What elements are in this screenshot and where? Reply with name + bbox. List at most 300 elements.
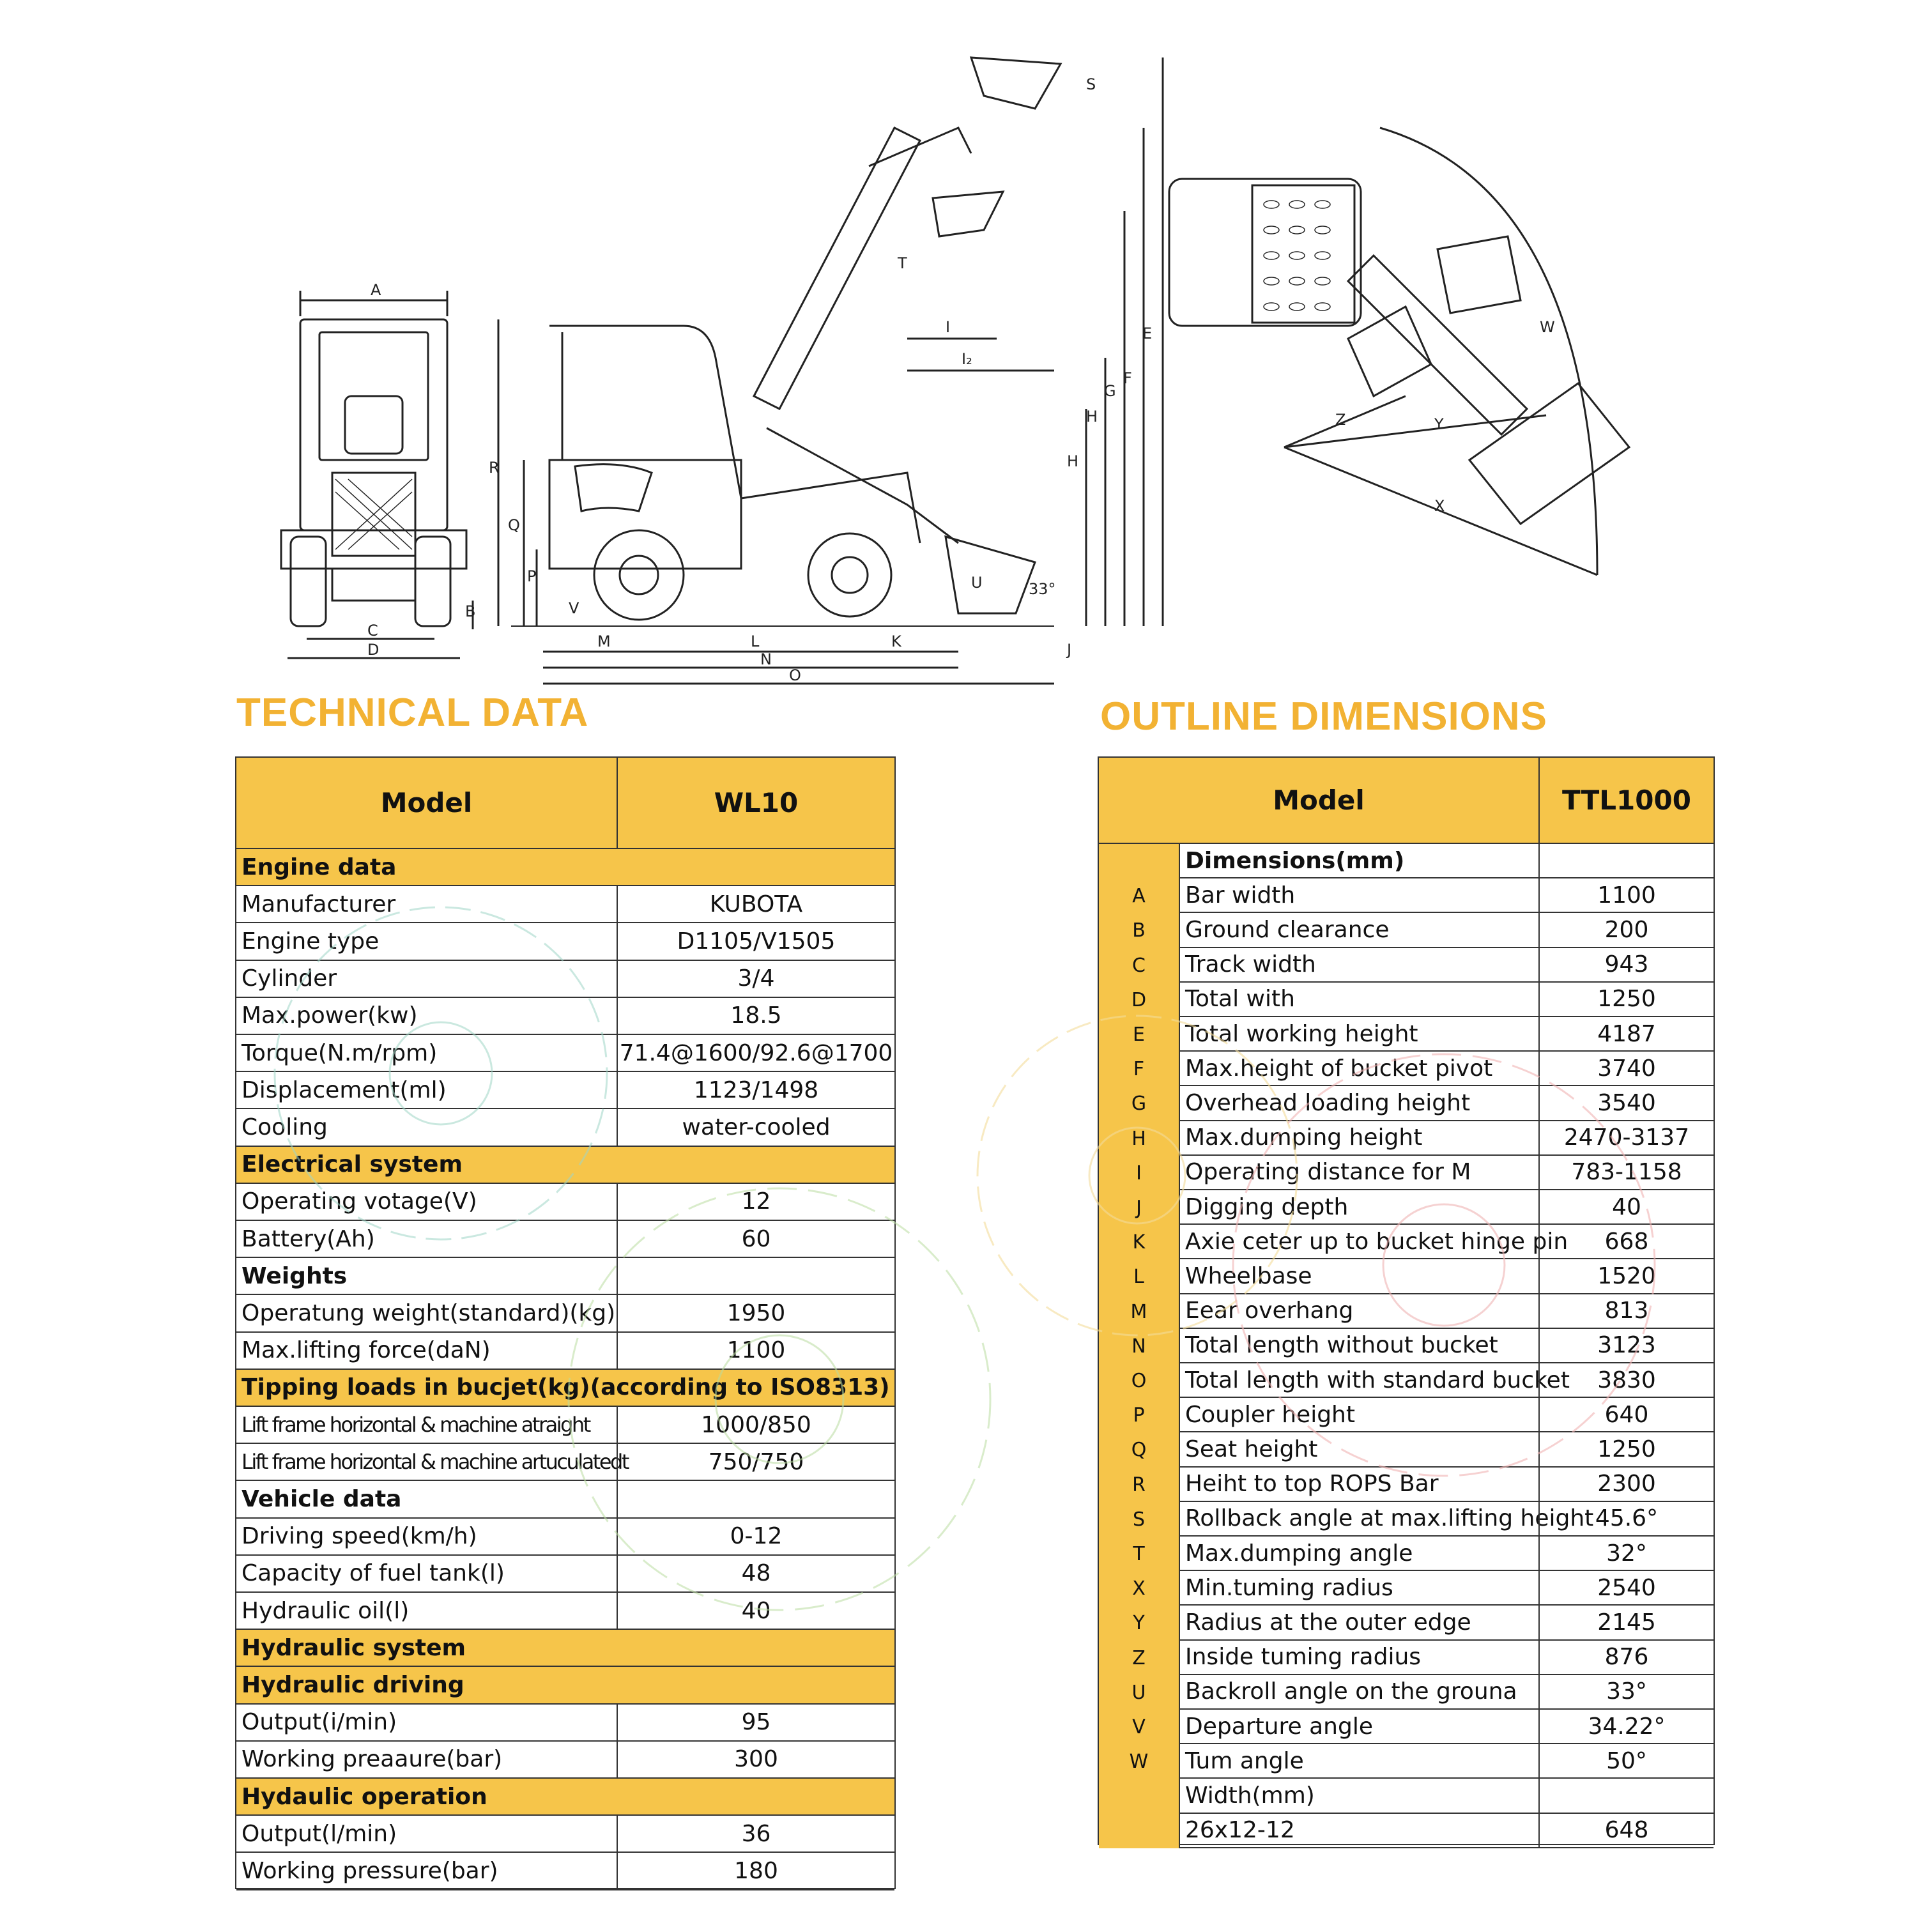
dims-data-row [1180, 1052, 1713, 1086]
label-P: P [527, 567, 537, 585]
dims-data-row [1180, 1502, 1713, 1537]
dims-data-row [1180, 1329, 1713, 1363]
tech-data-row [236, 1556, 894, 1593]
dims-row-label-text: Coupler height [1185, 1401, 1355, 1428]
tech-section-label-text: Electrical system [241, 1151, 463, 1178]
label-V: V [569, 599, 579, 617]
tech-row-value [617, 1444, 894, 1480]
label-K: K [891, 632, 901, 650]
tech-header-row [236, 758, 894, 849]
dims-data-row [1180, 1017, 1713, 1052]
tech-row-label-text: Manufacturer [241, 891, 396, 917]
dims-row-value [1538, 1710, 1713, 1743]
tech-row-value [617, 1035, 894, 1071]
dims-row-label [1180, 1121, 1538, 1154]
tech-data-row [236, 1221, 894, 1258]
label-Z: Z [1335, 411, 1346, 429]
dims-row-value-text: 1520 [1597, 1262, 1656, 1289]
dims-row-label [1180, 1710, 1538, 1743]
dims-header-label-text: Model [1273, 785, 1365, 816]
tech-data-row [236, 998, 894, 1035]
dims-row-letter: L [1133, 1266, 1144, 1289]
dims-row-letter: R [1132, 1473, 1146, 1496]
dims-data-row [1180, 1398, 1713, 1432]
dims-row-letter: B [1132, 919, 1146, 942]
tech-row-value-text: water-cooled [682, 1114, 831, 1140]
label-A: A [371, 281, 381, 299]
tech-row-value-text: 0-12 [730, 1523, 783, 1550]
tech-data-row [236, 1184, 894, 1221]
dims-data-row [1180, 1432, 1713, 1467]
tech-row-label [236, 1444, 628, 1480]
dims-row-value-text: 1100 [1597, 882, 1656, 908]
tech-data-row [236, 1333, 894, 1370]
tech-data-row [236, 1481, 894, 1518]
dims-header-model-text: TTL1000 [1562, 785, 1691, 816]
tech-row-value-text: 180 [734, 1857, 778, 1884]
dims-row-letter: Q [1131, 1439, 1147, 1462]
dims-row-letter: A [1132, 885, 1146, 908]
dims-row-letter: X [1132, 1577, 1146, 1600]
tech-section-label [236, 1370, 894, 1406]
tech-row-label-text: Driving speed(km/h) [241, 1523, 477, 1550]
dims-row-label [1180, 1259, 1538, 1292]
dims-row-label [1180, 1432, 1538, 1466]
dims-letter-column [1099, 844, 1180, 1848]
tech-row-value [617, 1184, 894, 1220]
tech-row-label-text: Engine type [241, 928, 379, 954]
tech-row-value [617, 1407, 894, 1443]
tech-row-label-text: Output(i/min) [241, 1709, 397, 1736]
tech-row-value [617, 1816, 894, 1851]
tech-row-value [617, 1333, 894, 1368]
dims-row-label-text: Max.dumping height [1185, 1124, 1423, 1151]
dims-row-value-text: 1250 [1597, 986, 1656, 1013]
dims-row-value [1538, 1537, 1713, 1570]
dims-row-value-text: 813 [1604, 1298, 1649, 1324]
dims-data-row [1180, 1156, 1713, 1190]
tech-header-model [617, 758, 894, 848]
technical-data-heading: TECHNICAL DATA [236, 691, 589, 735]
tech-row-label-text: Weights [241, 1262, 348, 1289]
tech-row-label [236, 1481, 617, 1517]
dims-data-row [1180, 1294, 1713, 1329]
dims-row-label [1180, 1675, 1538, 1708]
tech-data-row [236, 1258, 894, 1295]
tech-section-label [236, 1667, 894, 1703]
tech-row-value-text: 750/750 [708, 1448, 804, 1475]
tech-row-label-text: Vehicle data [241, 1485, 402, 1512]
dims-row-value [1538, 1017, 1713, 1050]
tech-row-label [236, 1258, 617, 1294]
dims-row-label [1180, 1017, 1538, 1050]
dims-row-label [1180, 1537, 1538, 1570]
tech-data-row [236, 1519, 894, 1556]
dims-row-letter: U [1131, 1681, 1146, 1704]
tech-row-label-text: Displacement(ml) [241, 1077, 447, 1103]
dims-row-label [1180, 1641, 1538, 1674]
tech-section-row [236, 1667, 894, 1704]
dims-row-value [1538, 1398, 1713, 1431]
dims-row-value [1538, 1363, 1713, 1397]
tech-row-value [617, 1853, 894, 1889]
label-X: X [1434, 497, 1445, 515]
dims-row-label-text: Total length with standard bucket [1185, 1367, 1570, 1393]
dims-row-value [1538, 1675, 1713, 1708]
dims-data-row [1180, 1190, 1713, 1225]
tech-data-row [236, 1593, 894, 1630]
tech-section-label-text: Tipping loads in bucjet(kg)(according to ISO8313) [241, 1374, 890, 1401]
dims-row-label-text: Eear overhang [1185, 1298, 1354, 1324]
tech-row-label [236, 1221, 617, 1257]
tech-row-value-text: 1100 [726, 1337, 786, 1364]
tech-row-value-text: 36 [741, 1820, 771, 1847]
tech-header-label [236, 758, 617, 848]
dims-row-letter: P [1133, 1404, 1145, 1427]
dims-row-label [1180, 1814, 1538, 1847]
dims-row-letter: G [1131, 1092, 1147, 1116]
tech-row-label [236, 961, 617, 997]
dims-row-label-text: Heiht to top ROPS Bar [1185, 1471, 1439, 1498]
tech-data-row [236, 923, 894, 960]
tech-row-value-text: 48 [741, 1560, 771, 1587]
tech-row-value [617, 1295, 894, 1331]
dims-row-value [1538, 1641, 1713, 1674]
dims-row-letter: T [1133, 1543, 1145, 1565]
dims-row-label [1180, 1294, 1538, 1328]
label-E: E [1142, 325, 1153, 342]
tech-row-value-text: 3/4 [737, 965, 775, 992]
dims-header-row [1099, 758, 1713, 844]
dims-row-letter: H [1131, 1127, 1146, 1150]
dims-data-row [1180, 1468, 1713, 1502]
dims-data-row [1180, 1571, 1713, 1606]
label-M: M [597, 632, 611, 650]
front-view-drawing [281, 281, 475, 659]
dims-row-value [1538, 1502, 1713, 1535]
dims-row-label [1180, 1052, 1538, 1085]
tech-row-label-text: Torque(N.m/rpm) [241, 1039, 438, 1066]
label-G: G [1104, 382, 1116, 400]
dims-row-value-text: 783-1158 [1571, 1159, 1682, 1186]
dims-row-letter: D [1131, 988, 1147, 1011]
tech-row-label-text: Battery(Ah) [241, 1225, 375, 1252]
dims-row-label [1180, 1779, 1538, 1812]
outline-dimensions-table [1098, 756, 1715, 1845]
tech-row-label [236, 1742, 617, 1777]
tech-row-value [617, 923, 894, 959]
dims-data-row [1180, 1537, 1713, 1571]
label-B: B [465, 602, 476, 620]
dims-row-label [1180, 1363, 1570, 1397]
dims-row-label [1180, 1744, 1538, 1777]
tech-row-label [236, 923, 617, 959]
dims-row-value [1538, 1121, 1713, 1154]
dims-row-value [1538, 1086, 1713, 1119]
tech-row-value [617, 1481, 894, 1517]
label-33deg: 33° [1029, 580, 1056, 598]
tech-row-label [236, 1184, 617, 1220]
dims-row-label-text: Operating distance for M [1185, 1159, 1471, 1186]
label-Q: Q [508, 516, 520, 534]
dims-row-label [1180, 1156, 1538, 1189]
dims-row-label [1180, 1571, 1538, 1604]
tech-data-row [236, 1072, 894, 1109]
tech-row-value-text: 1000/850 [701, 1411, 811, 1438]
tech-row-value [617, 961, 894, 997]
dims-row-label [1180, 1225, 1568, 1258]
label-L: L [751, 632, 760, 650]
dims-row-value [1538, 1814, 1713, 1847]
label-F: F [1123, 369, 1132, 387]
tech-row-value-text: 40 [741, 1597, 771, 1624]
tech-row-label-text: Working pressure(bar) [241, 1857, 498, 1884]
dims-row-value-text: 648 [1604, 1817, 1649, 1844]
tech-row-value-text: 1950 [726, 1300, 786, 1326]
dims-row-label [1180, 1329, 1538, 1362]
tech-row-value [617, 886, 894, 922]
tech-row-label-text: Lift frame horizontal & machine atraight [241, 1413, 590, 1438]
tech-row-label [236, 886, 617, 922]
dims-row-value-text: 3540 [1597, 1089, 1656, 1116]
dims-row-value [1538, 1571, 1713, 1604]
dims-row-value [1538, 1606, 1713, 1639]
loader-dimension-drawings [0, 0, 1932, 703]
dims-row-value-text: 640 [1604, 1401, 1649, 1428]
tech-row-label [236, 1333, 617, 1368]
dims-row-label [1180, 1190, 1538, 1223]
dims-data-row [1180, 948, 1713, 983]
dims-row-label-text: Width(mm) [1185, 1782, 1315, 1809]
tech-row-label-text: Working preaaure(bar) [241, 1746, 503, 1773]
dims-row-label-text: Radius at the outer edge [1185, 1609, 1471, 1636]
tech-row-label [236, 998, 617, 1034]
dims-row-value [1538, 1779, 1713, 1812]
tech-data-row [236, 1816, 894, 1853]
dims-row-value-text: 943 [1604, 951, 1649, 978]
dims-row-letter: V [1132, 1716, 1146, 1738]
dims-row-value [1538, 878, 1713, 912]
tech-row-value-text: 71.4@1600/92.6@1700 [619, 1039, 893, 1066]
label-I2: I₂ [962, 350, 972, 368]
label-U: U [971, 574, 983, 592]
tech-section-row [236, 1147, 894, 1184]
tech-section-row [236, 1370, 894, 1407]
tech-section-label-text: Engine data [241, 854, 397, 880]
tech-data-row [236, 961, 894, 998]
dims-row-label-text: Dimensions(mm) [1185, 847, 1405, 874]
top-view-drawing [1169, 128, 1629, 575]
dims-row-value [1538, 1156, 1713, 1189]
dims-row-value-text: 876 [1604, 1644, 1649, 1671]
label-C: C [367, 622, 378, 640]
label-N: N [760, 650, 772, 668]
tech-section-label [236, 1779, 894, 1814]
dims-row-value-text: 4187 [1597, 1020, 1656, 1047]
dims-row-label [1180, 1502, 1594, 1535]
tech-section-row [236, 1779, 894, 1816]
tech-section-row [236, 849, 894, 886]
label-J: J [1067, 641, 1072, 659]
tech-data-row [236, 1295, 894, 1332]
dims-row-value [1538, 1432, 1713, 1466]
tech-section-label-text: Hydraulic system [241, 1634, 466, 1661]
dims-row-label-text: Tum angle [1185, 1747, 1304, 1774]
dims-row-label-text: Inside tuming radius [1185, 1644, 1422, 1671]
dims-row-letter: E [1133, 1023, 1145, 1046]
dims-row-letter: I [1136, 1162, 1142, 1184]
tech-row-value [617, 1593, 894, 1629]
tech-row-value [617, 1221, 894, 1257]
dims-row-label-text: Seat height [1185, 1436, 1318, 1462]
dims-row-value-text: 50° [1606, 1747, 1647, 1774]
tech-row-label [236, 1072, 617, 1108]
dims-row-value [1538, 983, 1713, 1016]
dims-row-value-text: 2470-3137 [1563, 1124, 1690, 1151]
dims-row-label [1180, 913, 1538, 946]
tech-row-label-text: Cooling [241, 1114, 328, 1140]
dims-data-row [1180, 1606, 1713, 1640]
tech-row-value-text: KUBOTA [709, 891, 803, 917]
dims-row-label [1180, 878, 1538, 912]
dims-row-letter: W [1129, 1751, 1149, 1774]
dims-row-value [1538, 1052, 1713, 1085]
tech-data-row [236, 1035, 894, 1072]
dims-row-value [1538, 844, 1713, 877]
dims-row-label-text: 26x12-12 [1185, 1817, 1295, 1844]
dims-row-label-text: Total with [1185, 986, 1295, 1013]
label-T: T [898, 254, 907, 272]
tech-row-value-text: 12 [741, 1188, 771, 1215]
dims-row-label [1180, 948, 1538, 981]
dims-row-value [1538, 1259, 1713, 1292]
dims-row-label [1180, 983, 1538, 1016]
dims-data-row [1180, 1086, 1713, 1121]
dims-row-letter: J [1136, 1197, 1142, 1219]
dims-row-letter: M [1130, 1300, 1147, 1323]
tech-row-value [617, 1072, 894, 1108]
tech-row-value [617, 1519, 894, 1554]
dims-row-label-text: Max.dumping angle [1185, 1540, 1413, 1567]
label-S: S [1086, 75, 1096, 93]
tech-data-row [236, 1109, 894, 1146]
dims-row-label-text: Backroll angle on the grouna [1185, 1678, 1517, 1705]
dims-row-label [1180, 1398, 1538, 1431]
dims-row-label [1180, 1468, 1538, 1501]
tech-row-label-text: Lift frame horizontal & machine artuculatedt [241, 1450, 628, 1475]
dims-row-value [1538, 913, 1713, 946]
tech-row-label [236, 1519, 617, 1554]
dims-data-row [1180, 913, 1713, 947]
technical-data-table [235, 756, 896, 1889]
tech-section-row [236, 1630, 894, 1667]
tech-row-value-text: 95 [741, 1709, 771, 1736]
dims-row-label [1180, 1606, 1538, 1639]
dims-row-value-text: 3740 [1597, 1055, 1656, 1082]
dims-data-row [1180, 1641, 1713, 1675]
dims-row-value [1538, 1225, 1713, 1258]
dims-row-value-text: 32° [1606, 1540, 1647, 1567]
dims-row-value [1538, 1190, 1713, 1223]
dims-row-letter: O [1131, 1370, 1147, 1392]
dims-data-row [1180, 844, 1713, 878]
dims-row-value-text: 2145 [1597, 1609, 1656, 1636]
tech-row-value [617, 1109, 894, 1145]
tech-row-value-text: D1105/V1505 [677, 928, 836, 954]
dims-row-value [1538, 1294, 1713, 1328]
dims-row-label-text: Rollback angle at max.lifting height [1185, 1505, 1594, 1532]
dims-row-label-text: Bar width [1185, 882, 1296, 908]
dims-header-model [1538, 758, 1713, 843]
tech-section-label-text: Hydaulic operation [241, 1783, 487, 1810]
dims-row-letter: N [1131, 1335, 1146, 1358]
tech-row-label [236, 1705, 617, 1740]
tech-data-row [236, 1407, 894, 1444]
dims-data-row [1180, 878, 1713, 913]
tech-row-value-text: 18.5 [730, 1002, 782, 1029]
dims-row-value [1538, 1744, 1713, 1777]
dims-row-label-text: Max.height of bucket pivot [1185, 1055, 1493, 1082]
tech-row-label-text: Max.power(kw) [241, 1002, 418, 1029]
tech-data-row [236, 886, 894, 923]
label-W: W [1540, 318, 1555, 336]
dims-row-value-text: 1250 [1597, 1436, 1656, 1462]
tech-row-value [617, 1556, 894, 1591]
dims-row-letter: Z [1132, 1646, 1146, 1669]
tech-row-value [617, 998, 894, 1034]
tech-section-label [236, 1147, 894, 1183]
dims-row-value-text: 3830 [1597, 1367, 1656, 1393]
tech-section-label [236, 849, 894, 885]
dims-row-label-text: Axie ceter up to bucket hinge pin [1185, 1228, 1568, 1255]
dims-row-label-text: Total working height [1185, 1020, 1418, 1047]
tech-row-label [236, 1556, 617, 1591]
tech-row-value [617, 1705, 894, 1740]
dims-row-label-text: Overhead loading height [1185, 1089, 1471, 1116]
dims-row-label-text: Digging depth [1185, 1193, 1349, 1220]
tech-row-label-text: Hydraulic oil(l) [241, 1597, 410, 1624]
dims-row-value [1538, 1329, 1713, 1362]
tech-row-label-text: Cylinder [241, 965, 337, 992]
label-H2: H [1086, 408, 1098, 425]
tech-row-label [236, 1853, 617, 1889]
dims-row-value-text: 45.6° [1595, 1505, 1659, 1532]
tech-data-row [236, 1853, 894, 1890]
tech-row-label [236, 1035, 617, 1071]
dims-row-label [1180, 1086, 1538, 1119]
tech-data-row [236, 1705, 894, 1742]
tech-data-row [236, 1444, 894, 1481]
dims-row-label-text: Ground clearance [1185, 916, 1390, 943]
label-H1: H [1067, 452, 1079, 470]
outline-dimensions-heading: OUTLINE DIMENSIONS [1100, 694, 1548, 739]
dims-row-value [1538, 948, 1713, 981]
dims-row-letter: C [1132, 954, 1146, 977]
tech-row-value-text: 1123/1498 [693, 1077, 819, 1103]
dims-row-value-text: 40 [1612, 1193, 1641, 1220]
dims-row-label [1180, 844, 1538, 877]
dims-row-value [1538, 1468, 1713, 1501]
tech-row-label-text: Capacity of fuel tank(l) [241, 1560, 505, 1587]
tech-row-label [236, 1816, 617, 1851]
tech-row-label-text: Output(l/min) [241, 1820, 397, 1847]
tech-header-model-text: WL10 [714, 787, 799, 818]
dims-row-value-text: 2300 [1597, 1471, 1656, 1498]
dims-row-letter: K [1132, 1231, 1146, 1254]
dims-data-row [1180, 1675, 1713, 1710]
dims-row-label-text: Wheelbase [1185, 1262, 1312, 1289]
dims-data-row [1180, 1121, 1713, 1156]
